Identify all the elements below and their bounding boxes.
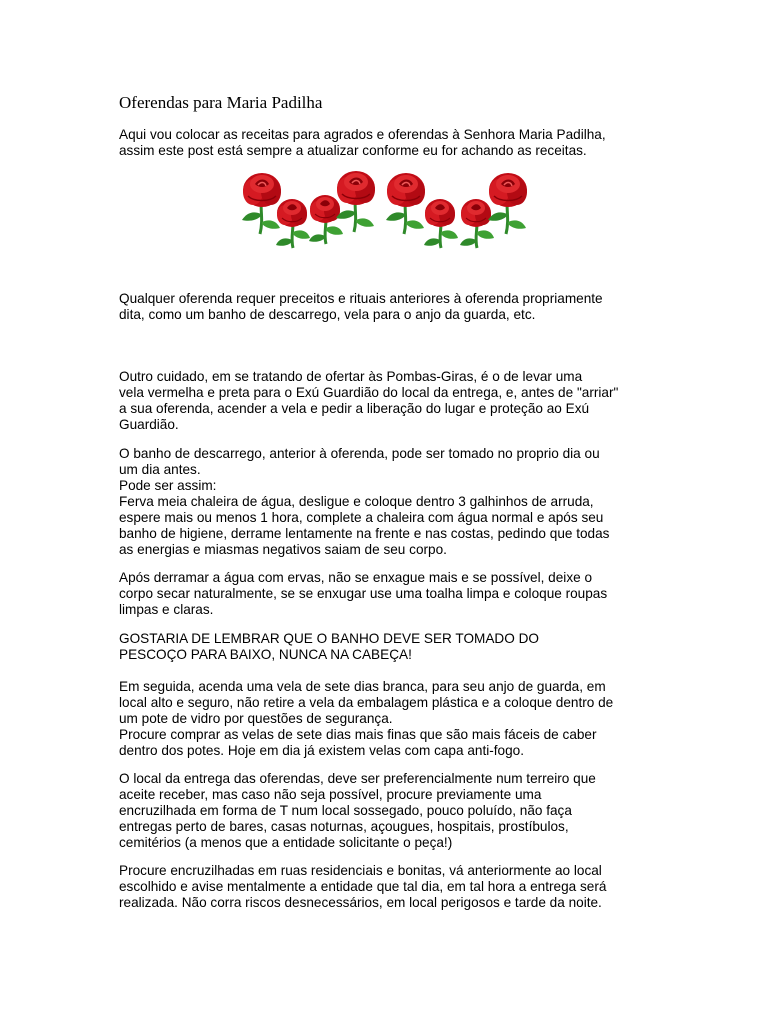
paragraph-outro-cuidado: [119, 369, 649, 433]
paragraph-local-entrega: [119, 771, 649, 851]
paragraph-preceitos: [119, 291, 649, 323]
text-line: as energias e miasmas negativos saiam de seu corpo.: [119, 542, 447, 557]
text-line: assim este post está sempre a atualizar conforme eu for achando as receitas.: [119, 143, 587, 158]
text-line: PESCOÇO PARA BAIXO, NUNCA NA CABEÇA!: [119, 647, 412, 662]
text-line: GOSTARIA DE LEMBRAR QUE O BANHO DEVE SER TOMADO DO: [119, 631, 539, 646]
text-line: dita, como um banho de descarrego, vela para o anjo da guarda, etc.: [119, 307, 536, 322]
text-line: Ferva meia chaleira de água, desligue e coloque dentro 3 galhinhos de arruda,: [119, 494, 594, 509]
text-line: Procure comprar as velas de sete dias mais finas que são mais fáceis de caber: [119, 727, 597, 742]
paragraph-vela-sete-dias: [119, 679, 649, 759]
page-title: Oferendas para Maria Padilha: [119, 93, 323, 112]
text-line: Após derramar a água com ervas, não se enxague mais e se possível, deixe o: [119, 570, 593, 585]
text-line: O local da entrega das oferendas, deve ser preferencialmente num terreiro que: [119, 771, 596, 786]
paragraph-encruzilhadas: [119, 863, 649, 911]
text-line: aceite receber, mas caso não seja possível, procure previamente uma: [119, 787, 542, 802]
text-line: local alto e seguro, não retire a vela da embalagem plástica e a coloque dentro de: [119, 695, 614, 710]
text-line: vela vermelha e preta para o Exú Guardião do local da entrega, e, antes de "arriar": [119, 385, 619, 400]
text-line: entregas perto de bares, casas noturnas, açougues, hospitais, prostíbulos,: [119, 819, 569, 834]
text-line: Guardião.: [119, 417, 179, 432]
text-line: cemitérios (a menos que a entidade solicitante o peça!): [119, 835, 453, 850]
text-line: O banho de descarrego, anterior à oferenda, pode ser tomado no proprio dia ou: [119, 446, 600, 461]
paragraph-apos-derramar: [119, 570, 649, 618]
text-line: um pote de vidro por questões de segurança.: [119, 711, 393, 726]
text-line: limpas e claras.: [119, 602, 214, 617]
text-line: Pode ser assim:: [119, 478, 217, 493]
text-line: corpo secar naturalmente, se se enxugar use uma toalha limpa e coloque roupas: [119, 586, 608, 601]
text-line: dentro dos potes. Hoje em dia já existem velas com capa anti-fogo.: [119, 743, 525, 758]
text-line: espere mais ou menos 1 hora, complete a chaleira com água normal e após seu: [119, 510, 604, 525]
text-line: escolhido e avise mentalmente a entidade que tal dia, em tal hora a entrega será: [119, 879, 607, 894]
paragraph-banho-descarrego: [119, 446, 649, 558]
text-line: Aqui vou colocar as receitas para agrados e oferendas à Senhora Maria Padilha,: [119, 127, 606, 142]
text-line: Qualquer oferenda requer preceitos e rituais anteriores à oferenda propriamente: [119, 291, 603, 306]
text-line: Em seguida, acenda uma vela de sete dias branca, para seu anjo de guarda, em: [119, 679, 606, 694]
text-line: Outro cuidado, em se tratando de ofertar às Pombas-Giras, é o de levar uma: [119, 369, 583, 384]
text-line: realizada. Não corra riscos desnecessários, em local perigosos e tarde da noite.: [119, 895, 602, 910]
text-line: encruzilhada em forma de T num local sossegado, pouco poluído, não faça: [119, 803, 572, 818]
text-line: Procure encruzilhadas em ruas residenciais e bonitas, vá anteriormente ao local: [119, 863, 602, 878]
text-line: a sua oferenda, acender a vela e pedir a liberação do lugar e proteção ao Exú: [119, 401, 590, 416]
text-line: banho de higiene, derrame lentamente na frente e nas costas, pedindo que todas: [119, 526, 610, 541]
text-line: um dia antes.: [119, 462, 201, 477]
paragraph-intro: [119, 127, 649, 159]
red-roses-row-icon: [228, 168, 538, 250]
paragraph-aviso-banho: [119, 631, 649, 663]
